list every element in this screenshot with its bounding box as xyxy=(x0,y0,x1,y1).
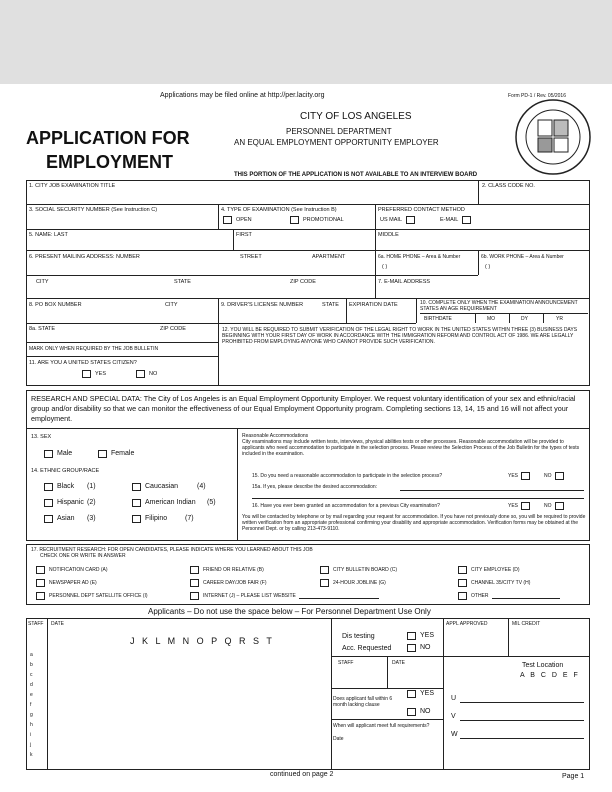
address-number-label: 6. PRESENT MAILING ADDRESS: NUMBER xyxy=(29,254,140,260)
dis-testing-yes-checkbox[interactable] xyxy=(407,632,416,640)
female-checkbox[interactable] xyxy=(98,450,107,458)
side-letter-h: h xyxy=(30,722,33,728)
caucasian-code: (4) xyxy=(197,483,206,490)
american-indian-code: (5) xyxy=(207,499,216,506)
acc-requested-no-label: NO xyxy=(420,644,431,651)
test-location-letters: A B C D E F xyxy=(520,672,580,679)
recruit-option-label: CITY BULLETIN BOARD (C) xyxy=(333,567,398,573)
letter-codes: J K L M N O P Q R S T xyxy=(130,636,275,646)
newspaper-ad-checkbox[interactable] xyxy=(36,579,45,587)
male-label: Male xyxy=(57,450,73,457)
recruit-option-label: INTERNET (J) – PLEASE LIST WEBSITE xyxy=(203,593,296,599)
class-code-label: 2. CLASS CODE NO. xyxy=(482,183,535,189)
promotional-checkbox[interactable] xyxy=(290,216,299,224)
work-phone-label: 6b. WORK PHONE – Area & Number xyxy=(481,254,564,260)
po-state-label: 8a. STATE xyxy=(29,326,56,332)
drivers-license-label: 9. DRIVER'S LICENSE NUMBER xyxy=(221,302,304,308)
caucasian-checkbox[interactable] xyxy=(132,483,141,491)
city-label: CITY xyxy=(36,279,49,285)
exam-type-label: 4. TYPE OF EXAMINATION (See Instruction B) xyxy=(221,207,337,213)
apply-online-text: Applications may be filed online at http://per.lacity.org xyxy=(160,92,325,99)
asian-label: Asian xyxy=(57,515,75,522)
w-label: W xyxy=(451,731,458,738)
side-letter-e: e xyxy=(30,692,33,698)
lacking-yes-checkbox[interactable] xyxy=(407,690,416,698)
eoe-statement: AN EQUAL EMPLOYMENT OPPORTUNITY EMPLOYER xyxy=(234,138,439,147)
american-indian-checkbox[interactable] xyxy=(132,499,141,507)
filipino-code: (7) xyxy=(185,515,194,522)
citizen-no-checkbox[interactable] xyxy=(136,370,145,378)
channel-35-checkbox[interactable] xyxy=(458,579,467,587)
open-checkbox[interactable] xyxy=(223,216,232,224)
research-intro: RESEARCH AND SPECIAL DATA: The City of Los Angeles is an Equal Employment Opportunity Employer. We request voluntary identification of your sex and ethnic/racial group and/or disability so that we can monitor the effectiveness of our Equal Employment Opportunity program. Completing sections 13, 14, 15 and 16 will not affect your employment. xyxy=(31,394,576,423)
recruit-option-label: CITY EMPLOYEE (D) xyxy=(471,567,520,573)
full-requirements-label: When will applicant meet full requirements? xyxy=(333,723,430,729)
q15-no-checkbox[interactable] xyxy=(555,472,564,480)
hispanic-checkbox[interactable] xyxy=(44,499,53,507)
office-staff-label: STAFF xyxy=(28,621,44,627)
side-letter-b: b xyxy=(30,662,33,668)
side-letter-g: g xyxy=(30,712,33,718)
side-letter-j: j xyxy=(30,742,32,748)
q15-text: 15. Do you need a reasonable accommodation to participate in the selection process? xyxy=(252,473,443,479)
asian-checkbox[interactable] xyxy=(44,515,53,523)
sex-label: 13. SEX xyxy=(31,434,52,440)
ssn-label: 3. SOCIAL SECURITY NUMBER (See Instruction C) xyxy=(29,207,158,213)
staff-label-2: STAFF xyxy=(338,660,354,666)
citizen-no-label: NO xyxy=(149,370,158,377)
street-label: STREET xyxy=(240,254,262,260)
ethnic-group-label: 14. ETHNIC GROUP/RACE xyxy=(31,468,100,474)
year-label: YR xyxy=(556,316,563,322)
date-label-3: Date xyxy=(333,736,344,742)
recruit-option-label: CAREER DAY/JOB FAIR (F) xyxy=(203,580,267,586)
q15-yes-label: YES xyxy=(508,473,519,479)
name-first-label: FIRST xyxy=(236,232,252,238)
q16-yes-label: YES xyxy=(508,503,519,509)
side-letter-c: c xyxy=(30,672,33,678)
usmail-checkbox[interactable] xyxy=(406,216,415,224)
recruitment-label: 17. RECRUITMENT RESEARCH: FOR OPEN CANDIDATES, PLEASE INDICATE WHERE YOU LEARNED ABOUT THIS JOB xyxy=(31,547,313,553)
continued-note: continued on page 2 xyxy=(270,771,334,778)
internet-checkbox[interactable] xyxy=(190,592,199,600)
black-checkbox[interactable] xyxy=(44,483,53,491)
notification-card-checkbox[interactable] xyxy=(36,566,45,574)
acc-requested-no-checkbox[interactable] xyxy=(407,644,416,652)
office-date-label: DATE xyxy=(51,621,64,627)
recruit-option-label: NEWSPAPER AD (E) xyxy=(49,580,97,586)
email-contact-checkbox[interactable] xyxy=(462,216,471,224)
side-letter-a: a xyxy=(30,652,33,658)
usmail-label: US MAIL xyxy=(380,216,403,223)
date-label-2: DATE xyxy=(392,660,405,666)
city-employee-checkbox[interactable] xyxy=(458,566,467,574)
female-label: Female xyxy=(111,450,135,457)
office-use-section xyxy=(26,618,590,770)
expiration-label: EXPIRATION DATE xyxy=(349,302,398,308)
not-available-notice: THIS PORTION OF THE APPLICATION IS NOT AVAILABLE TO AN INTERVIEW BOARD xyxy=(234,172,478,178)
other-input[interactable] xyxy=(492,593,560,599)
v-label: V xyxy=(451,713,456,720)
home-phone-paren: ( ) xyxy=(382,264,388,270)
mark-only-label: MARK ONLY WHEN REQUIRED BY THE JOB BULLETIN xyxy=(29,346,159,352)
side-letter-f: f xyxy=(30,702,32,708)
citizen-yes-label: YES xyxy=(95,370,107,377)
apartment-label: APARTMENT xyxy=(312,254,346,260)
test-location-label: Test Location xyxy=(522,662,564,669)
american-indian-label: American Indian xyxy=(145,499,196,506)
lacking-no-checkbox[interactable] xyxy=(407,708,416,716)
side-letter-d: d xyxy=(30,682,33,688)
city-seal-icon xyxy=(514,98,592,176)
recruit-option-label: CHANNEL 35/CITY TV (H) xyxy=(471,580,531,586)
website-input[interactable] xyxy=(299,593,379,599)
recruit-option-label: NOTIFICATION CARD (A) xyxy=(49,567,108,573)
recruit-option-label: 24-HOUR JOBLINE (G) xyxy=(333,580,386,586)
license-state-label: STATE xyxy=(322,302,339,308)
birthdate-label: BIRTHDATE xyxy=(424,316,452,322)
city-name: CITY OF LOS ANGELES xyxy=(300,111,412,122)
form-number: Form PD-1 / Rev. 05/2016 xyxy=(508,93,566,99)
appl-approved-label: APPL APPROVED xyxy=(446,621,488,627)
recruitment-sublabel: CHECK ONE OR WRITE IN ANSWER xyxy=(40,553,126,559)
promotional-label: PROMOTIONAL xyxy=(303,216,344,223)
black-code: (1) xyxy=(87,483,96,490)
q15-no-label: NO xyxy=(544,473,552,479)
po-box-label: 8. PO BOX NUMBER xyxy=(29,302,82,308)
accommodation-text: City examinations may include written tests, interviews, physical abilities tests or other processes. Reasonable accommodation will be provided to applicants who need accommodation to participate in the selection process. Please review the Selection Process of the Job Bulletin for the types of tests included in the examination. xyxy=(242,439,580,457)
open-label: OPEN xyxy=(236,216,252,223)
q16-no-checkbox[interactable] xyxy=(555,502,564,510)
ssn-field[interactable] xyxy=(29,214,215,226)
work-phone-paren: ( ) xyxy=(485,264,491,270)
job-title-field[interactable] xyxy=(29,190,474,202)
office-use-banner: Applicants – Do not use the space below – For Personnel Department Use Only xyxy=(148,607,431,616)
asian-code: (3) xyxy=(87,515,96,522)
side-letter-i: i xyxy=(30,732,32,738)
recruit-option-label: FRIEND OR RELATIVE (B) xyxy=(203,567,264,573)
recruit-option-label: OTHER xyxy=(471,593,489,599)
city-bulletin-checkbox[interactable] xyxy=(320,566,329,574)
header-band xyxy=(0,0,612,84)
age-requirement-label: 10. COMPLETE ONLY WHEN THE EXAMINATION ANNOUNCEMENT STATES AN AGE REQUIREMENT xyxy=(420,300,578,312)
po-zip-label: ZIP CODE xyxy=(160,326,186,332)
career-day-checkbox[interactable] xyxy=(190,579,199,587)
state-label: STATE xyxy=(174,279,191,285)
email-contact-label: E-MAIL xyxy=(440,216,459,223)
dis-testing-label: Dis testing xyxy=(342,633,375,640)
filipino-label: Filipino xyxy=(145,515,168,522)
q15a-text: 15a. If yes, please describe the desired accommodation: xyxy=(252,484,378,490)
dis-testing-yes-label: YES xyxy=(420,632,435,639)
hispanic-code: (2) xyxy=(87,499,96,506)
accommodation-title: Reasonable Accommodations xyxy=(242,433,309,439)
satellite-office-checkbox[interactable] xyxy=(36,592,45,600)
po-city-label: CITY xyxy=(165,302,178,308)
q16-text: 16. Have you ever been granted an accommodation for a previous City examination? xyxy=(252,503,440,509)
class-code-field[interactable] xyxy=(482,190,586,202)
name-last-label: 5. NAME: LAST xyxy=(29,232,68,238)
name-middle-label: MIDDLE xyxy=(378,232,399,238)
page-title-line2: EMPLOYMENT xyxy=(46,152,174,172)
black-label: Black xyxy=(57,483,75,490)
preferred-contact-label: PREFERRED CONTACT METHOD xyxy=(378,207,465,213)
month-label: MO xyxy=(487,316,496,322)
contact-note: You will be contacted by telephone or by mail regarding your request for accommodation. If you have not previously done so, you will be required to provide written verification from an appropriate professional confirming your disability and appropriate accommodation. Verification forms may be obtained at the Personnel Dept. or by calling 213-473-9110. xyxy=(242,514,586,532)
day-label: DY xyxy=(521,316,528,322)
lacking-yes-label: YES xyxy=(420,690,435,697)
acc-requested-label: Acc. Requested xyxy=(342,645,392,652)
friend-relative-checkbox[interactable] xyxy=(190,566,199,574)
hispanic-label: Hispanic xyxy=(57,499,84,506)
job-title-label: 1. CITY JOB EXAMINATION TITLE xyxy=(29,183,116,189)
lacking-clause-label: Does applicant fall within 6 month lacking clause xyxy=(333,696,393,708)
home-phone-label: 6a. HOME PHONE – Area & Number xyxy=(378,254,461,260)
q15-yes-checkbox[interactable] xyxy=(521,472,530,480)
page-number: Page 1 xyxy=(562,773,585,780)
caucasian-label: Caucasian xyxy=(145,483,179,490)
work-authorization-notice: 12. YOU WILL BE REQUIRED TO SUBMIT VERIFICATION OF THE LEGAL RIGHT TO WORK IN THE UNITED STATES WITHIN THREE (3) BUSINESS DAYS BEGINNING WITH YOUR FIRST DAY OF WORK IN ACCORDANCE WITH THE IMMIGRATION REFORM AND CONTROL ACT OF 1986. WE ARE LEGALLY PROHIBITED FROM EMPLOYING ANYONE WHO CANNOT PROVIDE SUCH VERIFICATION. xyxy=(222,327,578,345)
recruit-option-label: PERSONNEL DEPT SATELLITE OFFICE (I) xyxy=(49,593,148,599)
side-letter-k: k xyxy=(30,752,33,758)
mil-credit-label: MIL CREDIT xyxy=(512,621,541,627)
other-checkbox[interactable] xyxy=(458,592,467,600)
citizen-yes-checkbox[interactable] xyxy=(82,370,91,378)
q16-yes-checkbox[interactable] xyxy=(521,502,530,510)
email-address-label: 7. E-MAIL ADDRESS xyxy=(378,279,431,285)
filipino-checkbox[interactable] xyxy=(132,515,141,523)
page-title-line1: APPLICATION FOR xyxy=(26,128,190,148)
male-checkbox[interactable] xyxy=(44,450,53,458)
u-label: U xyxy=(451,695,457,702)
jobline-checkbox[interactable] xyxy=(320,579,329,587)
q16-no-label: NO xyxy=(544,503,552,509)
lacking-no-label: NO xyxy=(420,708,431,715)
zip-label: ZIP CODE xyxy=(290,279,316,285)
citizen-question: 11. ARE YOU A UNITED STATES CITIZEN? xyxy=(29,360,137,366)
department-name: PERSONNEL DEPARTMENT xyxy=(286,127,392,136)
